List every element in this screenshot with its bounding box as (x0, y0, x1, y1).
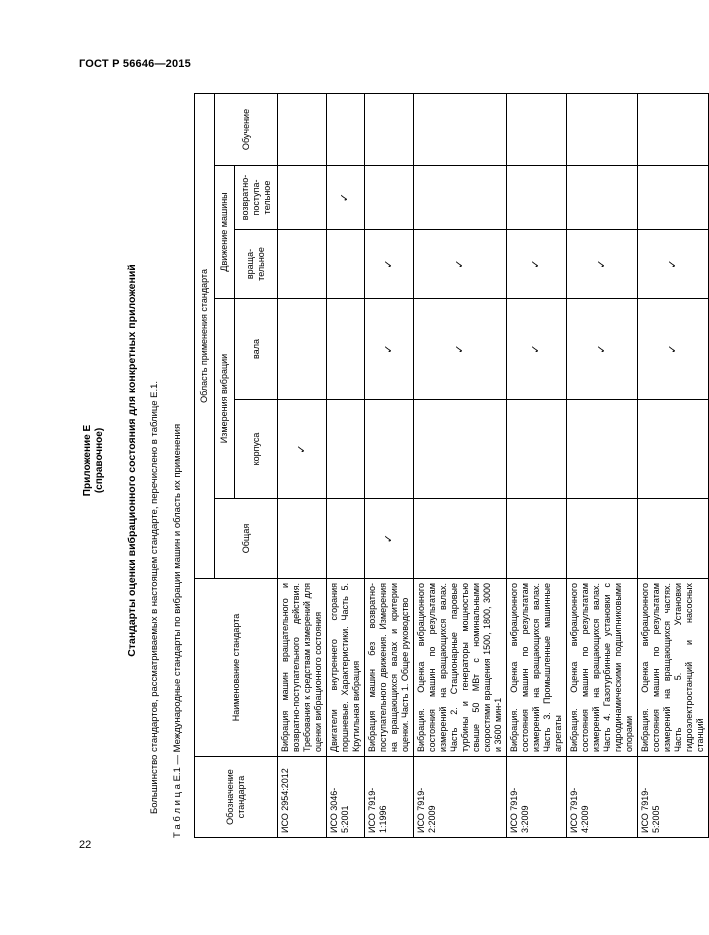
scope-cell (414, 499, 507, 579)
checkmark-icon: ✓ (382, 533, 395, 544)
intro-paragraph: Большинство стандартов, рассматриваемых в настоящем стандарте, перечислено в таблице Е.1. (149, 380, 160, 814)
standard-code: ИСО 7919-4:2009 (567, 757, 638, 838)
scope-cell (365, 499, 414, 579)
scope-cell (638, 299, 709, 400)
scope-cell (414, 299, 507, 400)
scope-cell (278, 499, 327, 579)
table-row (414, 93, 507, 837)
checkmark-icon: ✓ (530, 344, 542, 354)
standard-name: Вибрация машин без возвратно-поступательного движения. Измерения на вращающихся валах и критерии оценки. Часть 1. Общее руководство (365, 579, 414, 757)
scope-cell (414, 166, 507, 230)
col-header-housing: корпуса (235, 400, 278, 499)
scope-cell (638, 400, 709, 499)
scope-cell (414, 400, 507, 499)
scope-cell (638, 499, 709, 579)
scope-cell (638, 230, 709, 299)
standard-code: ИСО 3046-5:2001 (327, 757, 365, 838)
standard-name: Вибрация. Оценка вибрационного состояния машин по результатам измерений на вращающихся валах. Часть 2. Стационарные паровые турбины и генераторы мощностью свыше 50 МВт с номинальными скоростями вращения 1500, 1800, 3000 и 3600 мин-1 (414, 579, 507, 757)
scope-cell (327, 230, 365, 299)
scope-cell (327, 166, 365, 230)
scope-cell (278, 93, 327, 165)
appendix-label: Приложение Е (82, 424, 93, 497)
scope-cell (414, 93, 507, 165)
table-row (638, 93, 709, 837)
scope-cell (507, 166, 567, 230)
scope-cell (567, 93, 638, 165)
standard-name: Двигатели внутреннего сгорания поршневые. Характеристики. Часть 5. Крутильная вибрация (327, 579, 365, 757)
col-header-machine-motion: Движение машины (215, 166, 235, 299)
checkmark-icon: ✓ (530, 259, 542, 269)
scope-cell (567, 499, 638, 579)
scope-cell (278, 230, 327, 299)
appendix-type: (справочное) (94, 427, 105, 494)
standard-name: Вибрация. Оценка вибрационного состояния машин по результатам измерений на вращающихся валах. Часть 4. Газотурбинные установки с гидродинамическими подшипниковыми опорами (567, 579, 638, 757)
scope-cell (278, 299, 327, 400)
standards-table (194, 93, 709, 838)
checkmark-icon: ✓ (295, 444, 308, 454)
scope-cell (507, 93, 567, 165)
standard-name: Вибрация машин вращательного и возвратно-поступательного действия. Требования к средствам измерений для оценки вибрационного состояния (278, 579, 327, 757)
scope-cell (365, 166, 414, 230)
checkmark-icon: ✓ (595, 344, 608, 354)
scope-cell (507, 400, 567, 499)
table-row (507, 93, 567, 837)
scope-cell (414, 230, 507, 299)
scope-cell (327, 93, 365, 165)
checkmark-icon: ✓ (382, 344, 395, 354)
checkmark-icon: ✓ (666, 344, 679, 354)
scope-cell (567, 299, 638, 400)
appendix-title: Стандарты оценки вибрационного состояния для конкретных приложений (126, 264, 138, 657)
scope-cell (327, 499, 365, 579)
scope-cell (638, 93, 709, 165)
checkmark-icon: ✓ (453, 344, 466, 354)
col-header-designation: Обозначение стандарта (195, 757, 278, 838)
scope-cell (278, 400, 327, 499)
col-header-name: Наименование стандарта (195, 579, 278, 757)
scope-cell (567, 400, 638, 499)
checkmark-icon: ✓ (382, 259, 395, 269)
col-header-scope: Область применения стандарта (195, 93, 215, 578)
standard-name: Вибрация. Оценка вибрационного состояния машин по результатам измерений на вращающихся частях. Часть 5. Установки гидроэлектростанций и насосных станций (638, 579, 709, 757)
standard-code: ИСО 7919-5:2005 (638, 757, 709, 838)
scope-cell (567, 166, 638, 230)
col-header-shaft: вала (235, 299, 278, 400)
standard-code: ИСО 2954:2012 (278, 757, 327, 838)
table-row (567, 93, 638, 837)
scope-cell (365, 93, 414, 165)
checkmark-icon: ✓ (453, 259, 466, 269)
scope-cell (327, 299, 365, 400)
scope-cell (507, 299, 567, 400)
scope-cell (365, 299, 414, 400)
table-row (327, 93, 365, 837)
page-number: 22 (79, 839, 92, 851)
col-header-general: Общая (215, 499, 278, 579)
standard-code: ИСО 7919-1:1996 (365, 757, 414, 838)
checkmark-icon: ✓ (666, 259, 679, 269)
table-row (278, 93, 327, 837)
scope-cell (507, 499, 567, 579)
col-header-vibration-measurements: Измерения вибрации (215, 299, 235, 499)
table-caption: Т а б л и ц а Е.1 — Международные стандарты по вибрации машин и область их применения (172, 423, 183, 838)
standard-name: Вибрация. Оценка вибрационного состояния машин по результатам измерений на вращающихся валах. Часть 3. Промышленные машинные агрегаты (507, 579, 567, 757)
scope-cell (567, 230, 638, 299)
standard-code: ИСО 7919-2:2009 (414, 757, 507, 838)
col-header-rotational: враща- тельное (235, 230, 278, 299)
checkmark-icon: ✓ (339, 192, 351, 203)
scope-cell (365, 230, 414, 299)
scope-cell (507, 230, 567, 299)
rotated-page-content (80, 83, 705, 838)
scope-cell (327, 400, 365, 499)
scope-cell (278, 166, 327, 230)
scope-cell (638, 166, 709, 230)
table-row (365, 93, 414, 837)
col-header-training: Обучение (215, 93, 278, 165)
document-header: ГОСТ Р 56646—2015 (79, 58, 191, 70)
col-header-reciprocating: возвратно- поступа- тельное (235, 166, 278, 230)
scope-cell (365, 400, 414, 499)
checkmark-icon: ✓ (595, 259, 608, 269)
standard-code: ИСО 7919-3:2009 (507, 757, 567, 838)
